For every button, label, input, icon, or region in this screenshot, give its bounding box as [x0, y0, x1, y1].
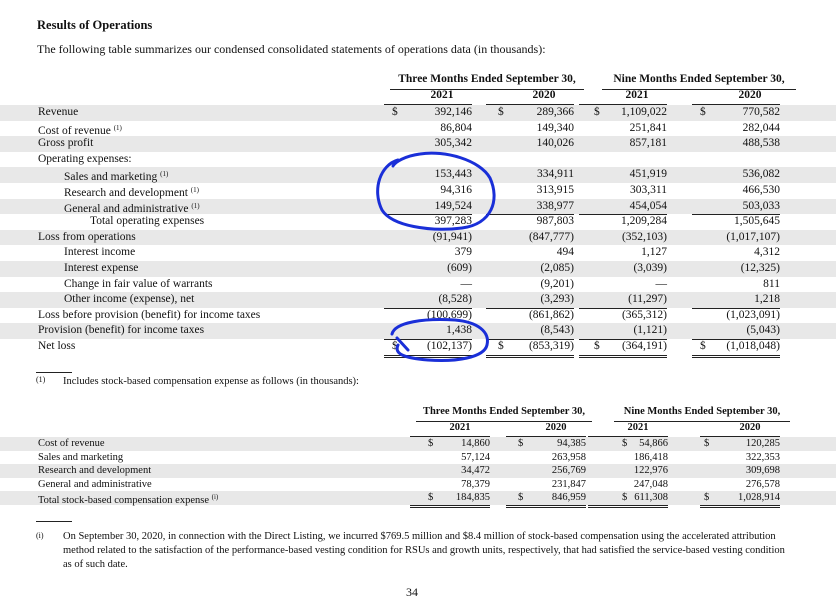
currency-symbol: $ [622, 438, 628, 449]
value-cell: 322,353 [745, 451, 780, 463]
footnote-ref: (1) [190, 186, 199, 194]
total-double-rule [588, 505, 668, 508]
footnote-ref: (1) [160, 170, 169, 179]
currency-symbol: $ [392, 340, 398, 352]
currency-symbol: $ [704, 492, 710, 504]
row-label [38, 437, 104, 451]
currency-symbol: $ [700, 340, 706, 352]
value-cell: 184,835 [455, 492, 490, 504]
value-cell: 186,418 [633, 451, 668, 463]
table-row [0, 121, 836, 137]
table-row [0, 437, 836, 451]
row-label-text: Interest income [64, 246, 136, 259]
row-label-text: Net loss [38, 340, 76, 352]
value-cell: 1,438 [446, 324, 472, 337]
value-cell: 34,472 [461, 465, 490, 477]
value-cell: (5,043) [746, 324, 780, 337]
footnote-ref: (i) [211, 493, 219, 502]
value-cell: 1,127 [641, 246, 667, 259]
value-cell: (1,023,091) [726, 308, 780, 321]
row-label [38, 339, 75, 355]
year-header: 2020 [532, 89, 556, 101]
value-cell: 149,340 [536, 121, 574, 134]
value-cell: 263,958 [551, 451, 586, 463]
table-row [0, 308, 836, 324]
value-cell: 987,803 [536, 215, 574, 228]
value-cell: (3,039) [633, 262, 667, 274]
row-label [38, 136, 93, 152]
results-heading: Results of Operations [37, 18, 153, 32]
period-header: Three Months Ended September 30, [398, 73, 576, 85]
value-cell: (352,103) [621, 230, 667, 243]
table-row [0, 199, 836, 215]
total-double-rule [384, 355, 472, 358]
table-row [0, 339, 836, 355]
table-row [0, 152, 836, 168]
value-cell: 1,109,022 [621, 106, 667, 118]
value-cell: (91,941) [432, 230, 472, 243]
row-label [38, 451, 123, 465]
value-cell: 454,054 [629, 199, 667, 212]
table-row [0, 464, 836, 478]
page-number: 34 [406, 585, 418, 599]
table-row [0, 491, 836, 505]
value-cell: 120,285 [745, 438, 780, 449]
value-cell: (1,017,107) [726, 230, 780, 243]
value-cell: 313,915 [536, 184, 574, 196]
value-cell: 846,959 [551, 492, 586, 504]
row-label [38, 464, 151, 478]
value-cell: 536,082 [742, 168, 780, 181]
intro-paragraph: The following table summarizes our condensed consolidated statements of operations data (in thousands): [37, 42, 546, 56]
table-row [0, 136, 836, 152]
row-label [64, 277, 212, 293]
period-header: Nine Months Ended September 30, [623, 406, 781, 417]
value-cell: 57,124 [461, 451, 490, 463]
value-cell: (847,777) [528, 230, 574, 243]
row-label-text: Interest expense [64, 262, 139, 274]
row-label-text: Loss from operations [38, 230, 136, 243]
value-cell: 1,505,645 [734, 215, 780, 228]
currency-symbol: $ [518, 438, 524, 449]
total-double-rule [506, 505, 586, 508]
value-cell: 503,033 [742, 199, 780, 212]
value-cell: 466,530 [742, 184, 780, 196]
value-cell: 305,342 [434, 137, 472, 150]
row-label-text: Other income (expense), net [64, 293, 195, 306]
currency-symbol: $ [700, 106, 706, 118]
row-label-text: Revenue [38, 106, 79, 118]
value-cell: 4,312 [754, 246, 780, 259]
value-cell: 54,866 [639, 438, 668, 449]
value-cell: 334,911 [537, 168, 574, 181]
row-label [38, 491, 218, 508]
value-cell: 379 [454, 246, 472, 259]
value-cell: 247,048 [633, 478, 668, 490]
value-cell: 494 [556, 246, 574, 259]
value-cell: 488,538 [742, 137, 780, 150]
value-cell: (8,528) [438, 293, 472, 306]
value-cell: 94,316 [440, 184, 472, 196]
row-label [64, 245, 135, 261]
currency-symbol: $ [392, 106, 398, 118]
value-cell: — [460, 277, 472, 290]
currency-symbol: $ [428, 492, 434, 504]
currency-symbol: $ [428, 438, 434, 449]
total-double-rule [700, 505, 780, 508]
value-cell: (861,862) [528, 308, 574, 321]
table-row [0, 245, 836, 261]
value-cell: 397,283 [434, 215, 472, 228]
value-cell: (12,325) [740, 262, 780, 274]
year-header: 2020 [545, 422, 567, 433]
value-cell: 811 [763, 277, 780, 290]
value-cell: 770,582 [742, 106, 780, 118]
row-label [38, 478, 152, 492]
value-cell: 857,181 [629, 137, 667, 150]
value-cell: 1,209,284 [621, 215, 667, 228]
currency-symbol: $ [518, 492, 524, 504]
value-cell: 94,385 [557, 438, 586, 449]
year-header: 2021 [627, 422, 649, 433]
table-row [0, 292, 836, 308]
year-header: 2021 [449, 422, 471, 433]
value-cell: 451,919 [629, 168, 667, 181]
value-cell: 140,026 [536, 137, 574, 150]
value-cell: 282,044 [742, 121, 780, 134]
footnote-ref: (1) [191, 201, 200, 210]
total-double-rule [692, 355, 780, 358]
row-label-text: Operating expenses: [38, 152, 132, 165]
row-label-text: Cost of revenue [38, 438, 105, 449]
row-label-text: Change in fair value of warrants [64, 277, 213, 290]
row-label [38, 308, 260, 324]
value-cell: 122,976 [633, 465, 668, 477]
value-cell: 289,366 [536, 106, 574, 118]
footnote-2-marker: (i) [36, 531, 44, 540]
value-cell: 78,379 [461, 478, 490, 490]
value-cell: (364,191) [621, 340, 667, 352]
value-cell: 309,698 [745, 465, 780, 477]
value-cell: (100,699) [426, 308, 472, 321]
footnote-1-text: Includes stock-based compensation expense as follows (in thousands): [63, 376, 359, 387]
row-label [38, 105, 78, 121]
value-cell: (1,121) [633, 324, 667, 337]
value-cell: (2,085) [540, 262, 574, 274]
value-cell: 303,311 [630, 184, 667, 196]
value-cell: 153,443 [434, 168, 472, 181]
table-row [0, 323, 836, 339]
table-row [0, 183, 836, 199]
value-cell: (3,293) [540, 293, 574, 306]
row-label-text: Total stock-based compensation expense [38, 495, 210, 507]
table-row [0, 478, 836, 492]
row-label [64, 292, 194, 308]
table-row [0, 277, 836, 293]
value-cell: (8,543) [540, 324, 574, 337]
year-header: 2020 [738, 89, 762, 101]
value-cell: 1,028,914 [738, 492, 780, 504]
currency-symbol: $ [622, 492, 628, 504]
footnote-rule-2 [36, 521, 72, 522]
table-row [0, 214, 836, 230]
value-cell: 86,804 [440, 121, 472, 134]
row-label-text: Total operating expenses [90, 215, 205, 228]
row-label-text: Loss before provision (benefit) for income taxes [38, 308, 261, 321]
footnote-1-marker: (1) [36, 375, 46, 384]
value-cell: 149,524 [434, 199, 472, 212]
currency-symbol: $ [498, 340, 504, 352]
currency-symbol: $ [498, 106, 504, 118]
period-header: Three Months Ended September 30, [422, 406, 586, 417]
table-row [0, 451, 836, 465]
total-double-rule [410, 505, 490, 508]
row-label [38, 323, 204, 339]
year-header: 2021 [625, 89, 649, 101]
row-label-text: Sales and marketing [38, 451, 124, 463]
value-cell: (365,312) [621, 308, 667, 321]
row-label-text: Research and development [64, 187, 188, 199]
value-cell: 251,841 [629, 121, 667, 134]
row-label [64, 261, 138, 277]
value-cell: (102,137) [426, 340, 472, 352]
table-row [0, 230, 836, 246]
currency-symbol: $ [594, 340, 600, 352]
currency-symbol: $ [704, 438, 710, 449]
footnote-ref: (1) [113, 123, 122, 132]
value-cell: 14,860 [461, 438, 490, 449]
footnote-2-text: On September 30, 2020, in connection with the Direct Listing, we incurred $769.5 million and $8.4 million of stock-based compensation using the accelerated attribution method related to the satisfaction of the performance-based vesting condition for RSUs and growth units, respectively, that had satisfied the service-based vesting condition as of such date. [63, 531, 785, 570]
table-row [0, 261, 836, 277]
value-cell: (11,297) [628, 293, 667, 306]
row-label-text: Provision (benefit) for income taxes [38, 324, 205, 337]
year-header: 2021 [430, 89, 454, 101]
value-cell: 611,308 [634, 492, 668, 504]
period-header: Nine Months Ended September 30, [613, 73, 785, 85]
table-row [0, 105, 836, 121]
row-label-text: Sales and marketing [64, 171, 158, 184]
row-label-text: Research and development [38, 465, 152, 477]
row-label-text: General and administrative [38, 478, 152, 490]
value-cell: (1,018,048) [726, 340, 780, 352]
row-label [38, 230, 136, 246]
row-label-text: General and administrative [64, 202, 189, 215]
row-label [90, 214, 204, 230]
value-cell: 276,578 [745, 478, 780, 490]
value-cell: (853,319) [528, 340, 574, 352]
value-cell: 256,769 [551, 465, 586, 477]
value-cell: — [655, 277, 667, 290]
year-header: 2020 [739, 422, 761, 433]
footnote-rule [36, 372, 72, 373]
row-label-text: Cost of revenue [38, 124, 111, 137]
total-double-rule [486, 355, 574, 358]
value-cell: (609) [447, 262, 472, 274]
total-double-rule [579, 355, 667, 358]
currency-symbol: $ [594, 106, 600, 118]
table-row [0, 167, 836, 183]
value-cell: 1,218 [754, 293, 780, 306]
value-cell: 231,847 [551, 478, 586, 490]
value-cell: 392,146 [434, 106, 472, 118]
value-cell: 338,977 [536, 199, 574, 212]
value-cell: (9,201) [540, 277, 574, 290]
row-label-text: Gross profit [38, 137, 94, 150]
row-label [38, 152, 132, 168]
